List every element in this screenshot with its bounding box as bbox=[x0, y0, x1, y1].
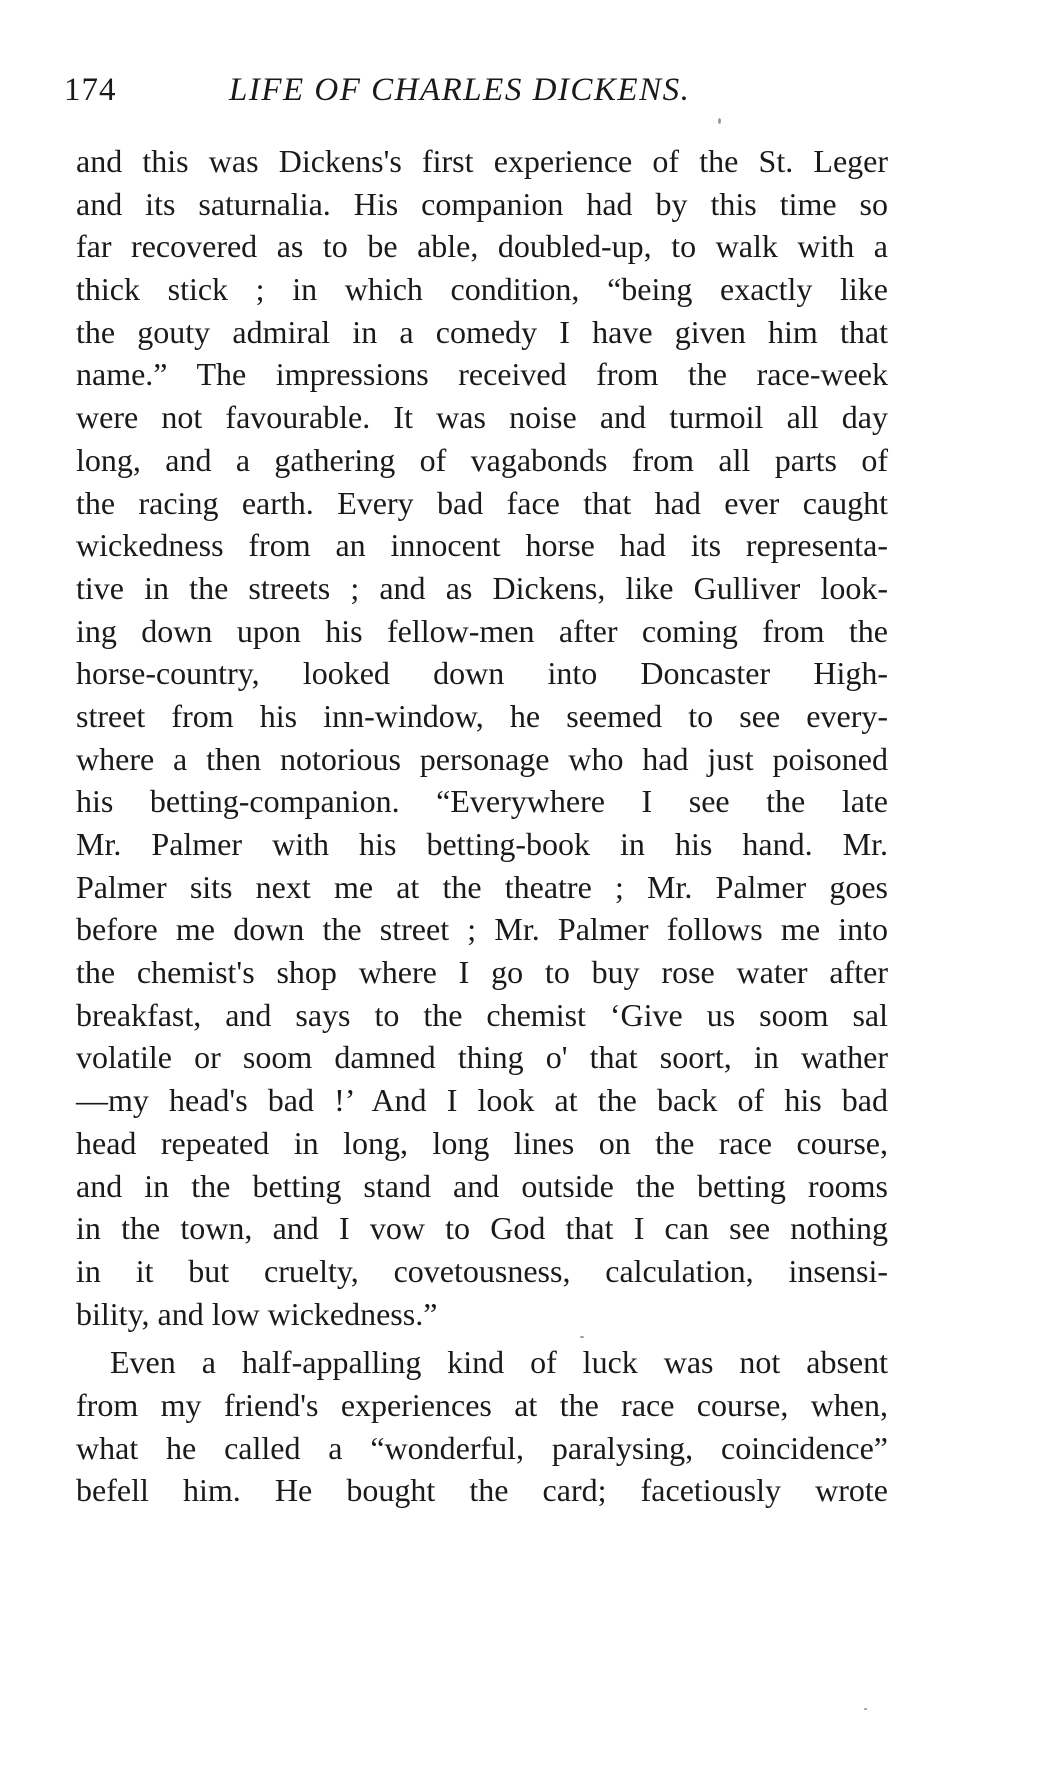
text-line: head repeated in long, long lines on the race course, bbox=[76, 1124, 888, 1161]
running-title: LIFE OF CHARLES DICKENS. bbox=[229, 72, 691, 108]
text-line: bility, and low wickedness.” bbox=[76, 1295, 438, 1332]
text-line: his betting-companion. “Everywhere I see the late bbox=[76, 783, 888, 820]
ink-speck bbox=[718, 118, 721, 124]
page-number: 174 bbox=[64, 72, 117, 108]
paragraph-1 bbox=[76, 140, 888, 1335]
text-line: from my friend's experiences at the race course, when, bbox=[76, 1386, 888, 1423]
body-text bbox=[76, 140, 888, 1512]
text-line: name.” The impressions received from the race-week bbox=[76, 356, 888, 393]
text-line: what he called a “wonderful, paralysing, coincidence” bbox=[76, 1429, 888, 1466]
text-line: where a then notorious personage who had just poisoned bbox=[76, 740, 888, 777]
text-line: breakfast, and says to the chemist ‘Give us soom sal bbox=[76, 996, 888, 1033]
text-line: were not favourable. It was noise and turmoil all day bbox=[76, 399, 888, 436]
text-line: ing down upon his fellow-men after coming from the bbox=[76, 612, 888, 649]
text-line: and this was Dickens's first experience of the St. Leger bbox=[76, 143, 888, 179]
paragraph-2 bbox=[76, 1341, 888, 1512]
text-line: long, and a gathering of vagabonds from all parts of bbox=[76, 441, 888, 478]
text-line: thick stick ; in which condition, “being exactly like bbox=[76, 271, 888, 308]
text-line: and its saturnalia. His companion had by this time so bbox=[76, 185, 888, 222]
text-line: volatile or soom damned thing o' that soort, in wather bbox=[76, 1039, 888, 1076]
text-line: Mr. Palmer with his betting-book in his hand. Mr. bbox=[76, 826, 888, 862]
text-line: the racing earth. Every bad face that had ever caught bbox=[76, 484, 888, 521]
page-header bbox=[64, 72, 884, 122]
text-line: Even a half-appalling kind of luck was not absent bbox=[110, 1344, 888, 1381]
text-line: in it but cruelty, covetousness, calculation, insensi- bbox=[76, 1252, 888, 1289]
text-line: street from his inn-window, he seemed to see every- bbox=[76, 697, 888, 734]
text-line: befell him. He bought the card; facetiously wrote bbox=[76, 1472, 888, 1509]
text-line: the chemist's shop where I go to buy rose water after bbox=[76, 954, 888, 991]
ink-speck bbox=[864, 1708, 867, 1710]
text-line: in the town, and I vow to God that I can see nothing bbox=[76, 1210, 888, 1247]
text-line: tive in the streets ; and as Dickens, like Gulliver look- bbox=[76, 569, 888, 606]
text-line: —my head's bad !’ And I look at the back of his bad bbox=[76, 1082, 888, 1119]
text-line: the gouty admiral in a comedy I have given him that bbox=[76, 313, 888, 350]
text-line: horse-country, looked down into Doncaster High- bbox=[76, 655, 888, 692]
text-line: far recovered as to be able, doubled-up, to walk with a bbox=[76, 228, 888, 265]
text-line: wickedness from an innocent horse had its representa- bbox=[76, 527, 888, 564]
text-line: before me down the street ; Mr. Palmer follows me into bbox=[76, 911, 888, 948]
ink-speck bbox=[580, 1336, 584, 1338]
text-line: Palmer sits next me at the theatre ; Mr. Palmer goes bbox=[76, 868, 888, 905]
text-line: and in the betting stand and outside the betting rooms bbox=[76, 1167, 888, 1204]
